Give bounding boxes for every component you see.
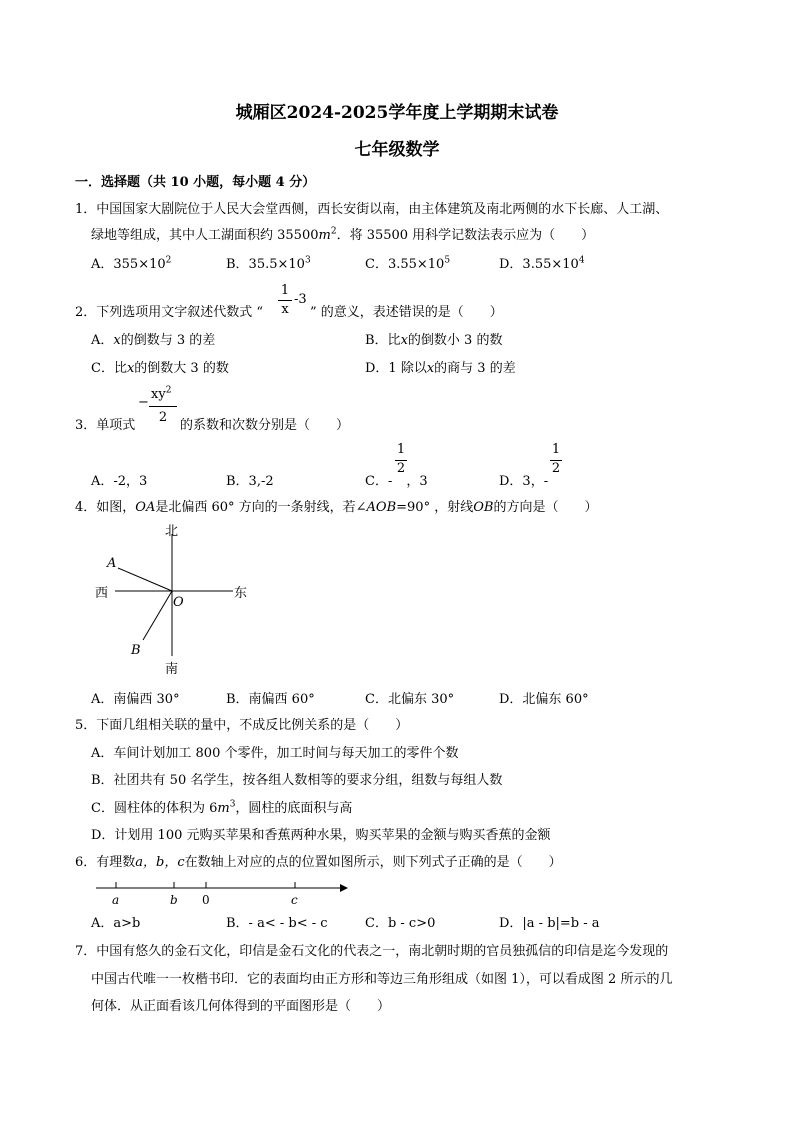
q1-option-d[interactable]: D．$3.55\times 10^4$ (499, 255, 585, 272)
fig-west-label: 西 (95, 586, 109, 601)
q4-compass-figure (85, 518, 260, 683)
q7-line3: 何体．从正面看该几何体得到的平面图形是（ ） (91, 999, 391, 1014)
q2-frac-num: 1 (280, 283, 290, 298)
q3-frac-den: 2 (158, 410, 168, 425)
section-heading: 一．选择题（共 10 小题，每小题 4 分） (75, 175, 316, 190)
ray-oa (118, 568, 172, 591)
q5-option-c[interactable]: C．圆柱体的体积为 $6m^3$，圆柱的底面积与高 (91, 799, 353, 816)
ray-ob (143, 591, 172, 640)
q3-stem-a: 3．单项式 (75, 418, 136, 433)
q3-option-a[interactable]: A．-2，3 (91, 474, 148, 489)
q3-minus: − (138, 395, 149, 410)
q1-line1: 1．中国国家大剧院位于人民大会堂西侧，西长安街以南，由主体建筑及南北两侧的水下长廊、人工湖、 (75, 202, 669, 217)
q5-option-b[interactable]: B．社团共有 50 名学生，按各组人数相等的要求分组，组数与每组人数 (91, 773, 503, 788)
fig-east-label: 东 (234, 586, 248, 601)
q3-stem-b: 的系数和次数分别是（ ） (180, 418, 350, 433)
q5-option-a[interactable]: A．车间计划加工 800 个零件，加工时间与每天加工的零件个数 (91, 746, 459, 761)
label-c: c (291, 893, 298, 907)
q3-option-d[interactable]: D．3，- (499, 474, 549, 489)
label-a: a (112, 893, 120, 907)
q6-stem: 6．有理数a，b，c在数轴上对应的点的位置如图所示，则下列式子正确的是（ ） (75, 855, 562, 870)
fig-south-label: 南 (165, 662, 179, 677)
q7-line1: 7．中国有悠久的金石文化，印信是金石文化的代表之一，南北朝时期的官员独孤信的印信是迄今发现的 (75, 944, 669, 959)
q2-option-d[interactable]: D．1 除以x的商与 3 的差 (365, 361, 516, 376)
q7-line2: 中国古代唯一一枚楷书印．它的表面均由正方形和等边三角形组成（如图 1），可以看成图 2 所示的几 (91, 972, 673, 987)
q4-option-d[interactable]: D．北偏东 60° (499, 692, 589, 707)
q2-stem-a: 2．下列选项用文字叙述代数式 “ (75, 305, 264, 320)
q3-frac-num: $xy^2$ (151, 385, 172, 402)
q2-frac-bar (278, 300, 292, 301)
q6-number-line (90, 874, 360, 908)
q2-option-a[interactable]: A．x的倒数与 3 的差 (91, 333, 216, 348)
q5-option-d[interactable]: D．计划用 100 元购买苹果和香蕉两种水果，购买苹果的金额与购买香蕉的金额 (91, 828, 551, 843)
label-zero: 0 (202, 893, 210, 907)
axis-arrow (340, 884, 348, 892)
q3-c-frac-num: 1 (396, 442, 406, 457)
q3-c-frac-den: 2 (396, 461, 406, 476)
fig-north-label: 北 (165, 524, 179, 539)
q2-option-c[interactable]: C．比x的倒数大 3 的数 (91, 361, 229, 376)
q2-frac-den: x (281, 302, 289, 317)
fig-point-o: O (173, 595, 184, 610)
page-title: 城厢区2024-2025学年度上学期期末试卷 (235, 103, 559, 123)
q4-stem: 4．如图，OA是北偏西 60° 方向的一条射线，若∠AOB=90° ，射线OB的方向是（ ） (75, 500, 598, 515)
q6-option-a[interactable]: A．a>b (91, 916, 141, 931)
q3-frac-bar (149, 406, 177, 407)
label-b: b (170, 893, 178, 907)
q4-option-c[interactable]: C．北偏东 30° (365, 692, 455, 707)
q2-option-b[interactable]: B．比x的倒数小 3 的数 (365, 333, 503, 348)
page-subtitle: 七年级数学 (354, 140, 440, 160)
q3-option-c[interactable]: C．- ，3 (365, 474, 428, 489)
q1-option-b[interactable]: B．$35.5\times 10^3$ (226, 255, 311, 272)
q5-stem: 5．下面几组相关联的量中，不成反比例关系的是（ ） (75, 718, 409, 733)
q1-option-a[interactable]: A．$355\times 10^2$ (91, 255, 172, 272)
q6-option-c[interactable]: C．b - c>0 (365, 916, 436, 931)
q3-d-frac-num: 1 (551, 442, 561, 457)
q6-option-d[interactable]: D．|a - b|=b - a (499, 916, 600, 931)
q2-stem-b: ” 的意义，表述错误的是（ ） (310, 305, 503, 320)
fig-point-a: A (107, 556, 117, 571)
q1-option-c[interactable]: C．$3.55\times 10^5$ (365, 255, 451, 272)
q3-option-b[interactable]: B．3,-2 (226, 474, 274, 489)
q4-option-a[interactable]: A．南偏西 30° (91, 692, 180, 707)
q4-option-b[interactable]: B．南偏西 60° (226, 692, 315, 707)
q1-line2: 绿地等组成，其中人工湖面积约 $35500m^2$．将 35500 用科学记数法表示应为（ ） (91, 226, 595, 243)
q3-d-frac-den: 2 (551, 461, 561, 476)
fig-point-b: B (131, 643, 141, 658)
q6-option-b[interactable]: B．- a< - b< - c (226, 916, 328, 931)
q2-frac-tail: -3 (294, 292, 307, 307)
